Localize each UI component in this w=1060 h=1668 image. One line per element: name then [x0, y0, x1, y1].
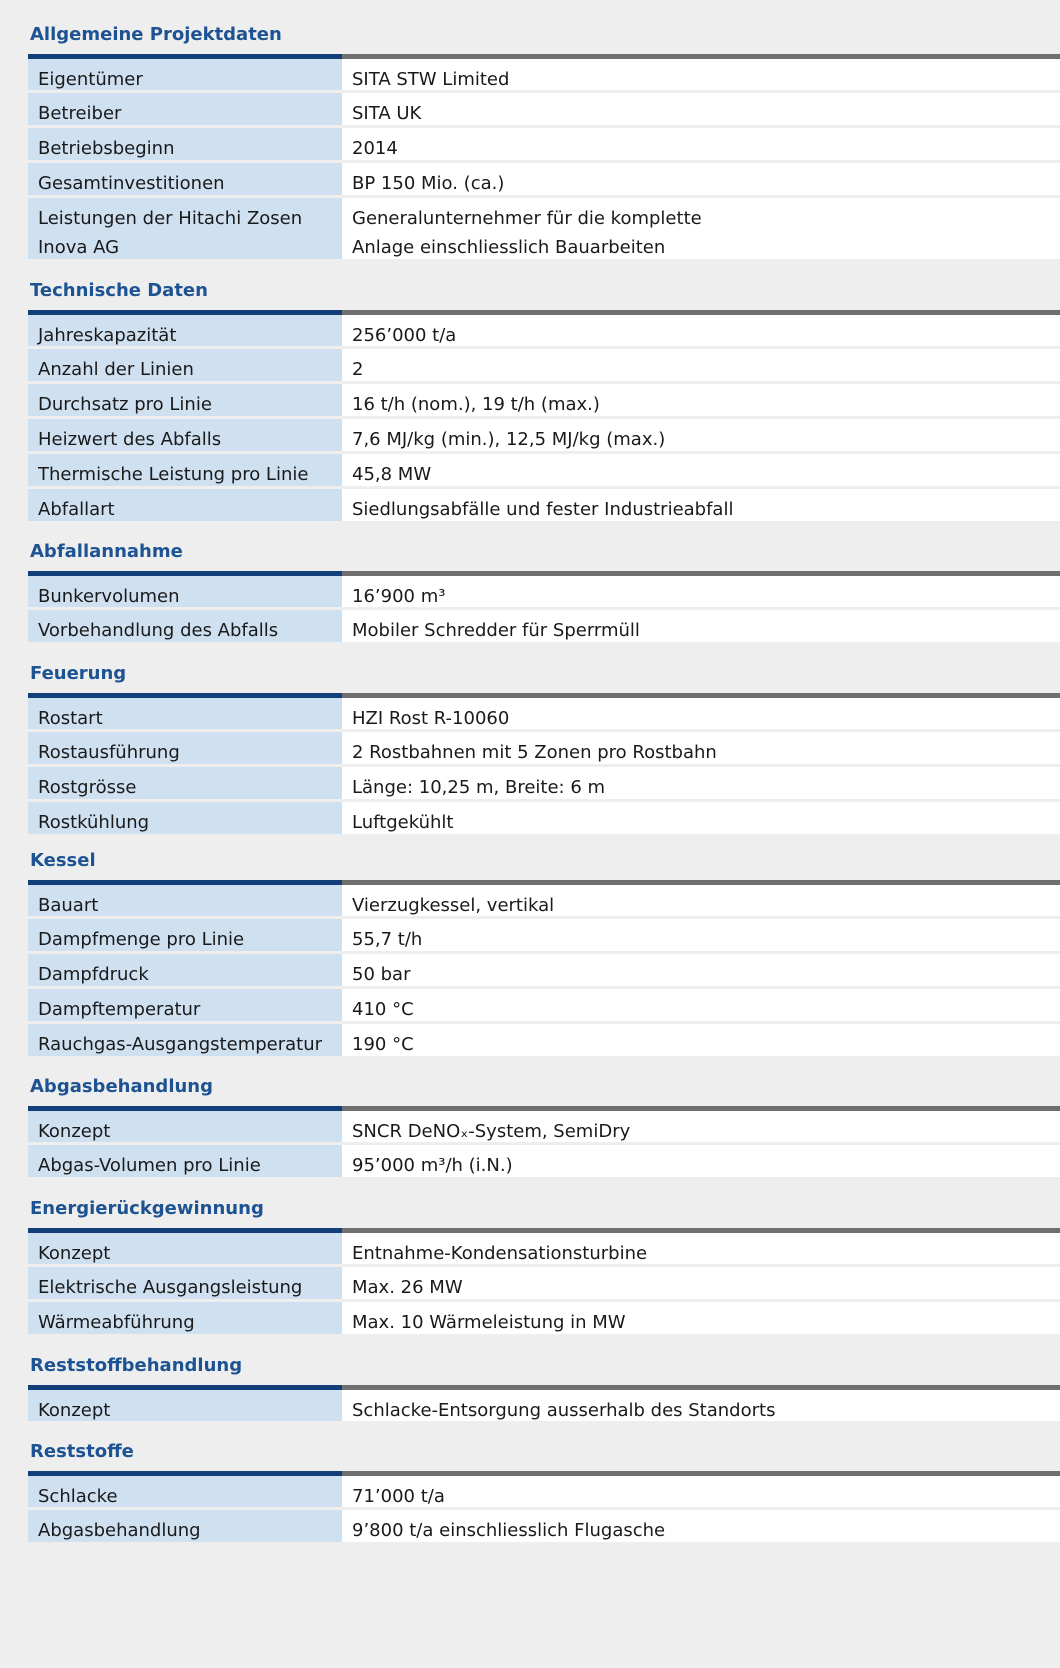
section-title: Energierückgewinnung: [30, 1198, 264, 1219]
spec-value: 71’000 t/a: [352, 1486, 445, 1507]
spec-label: Dampftemperatur: [38, 999, 201, 1020]
spec-value: Generalunternehmer für die komplette Anlage einschliesslich Bauarbeiten: [352, 208, 702, 258]
spec-label: Abgasbehandlung: [38, 1520, 201, 1541]
spec-label: Jahreskapazität: [38, 325, 177, 346]
spec-value: 45,8 MW: [352, 464, 432, 485]
section-title: Technische Daten: [30, 280, 208, 301]
label-cell: [28, 576, 342, 607]
spec-row: [28, 885, 1060, 919]
label-cell: [28, 1476, 342, 1507]
spec-row: [28, 419, 1060, 454]
label-cell: [28, 802, 342, 834]
value-cell: [342, 1111, 1060, 1142]
spec-value: 16 t/h (nom.), 19 t/h (max.): [352, 394, 600, 415]
section-title: Reststoffe: [30, 1441, 134, 1462]
spec-row: [28, 919, 1060, 954]
spec-row: [28, 163, 1060, 198]
spec-row: [28, 1390, 1060, 1424]
value-cell: [342, 1145, 1060, 1177]
value-cell: [342, 1233, 1060, 1264]
value-cell: [342, 954, 1060, 986]
spec-row: [28, 732, 1060, 767]
label-cell: [28, 767, 342, 799]
spec-label: Konzept: [38, 1243, 111, 1264]
spec-label: Abfallart: [38, 499, 115, 520]
spec-row: [28, 610, 1060, 645]
value-cell: [342, 1267, 1060, 1299]
spec-value: 2 Rostbahnen mit 5 Zonen pro Rostbahn: [352, 742, 717, 763]
spec-label: Anzahl der Linien: [38, 359, 194, 380]
label-cell: [28, 349, 342, 381]
label-cell: [28, 1024, 342, 1056]
label-cell: [28, 128, 342, 160]
spec-value: Schlacke-Entsorgung ausserhalb des Standorts: [352, 1400, 776, 1421]
spec-value: Länge: 10,25 m, Breite: 6 m: [352, 777, 606, 798]
value-cell: [342, 93, 1060, 125]
spec-row: [28, 1267, 1060, 1302]
spec-row: [28, 1024, 1060, 1059]
spec-value: SITA UK: [352, 103, 422, 124]
spec-value: Vierzugkessel, vertikal: [352, 895, 555, 916]
label-cell: [28, 489, 342, 521]
spec-value: Max. 10 Wärmeleistung in MW: [352, 1312, 626, 1333]
spec-value: SNCR DeNOₓ-System, SemiDry: [352, 1121, 631, 1142]
spec-label: Eigentümer: [38, 69, 143, 90]
value-cell: [342, 802, 1060, 834]
spec-value: HZI Rost R-10060: [352, 708, 510, 729]
label-cell: [28, 698, 342, 729]
section-title: Reststoffbehandlung: [30, 1355, 243, 1376]
spec-value: 256’000 t/a: [352, 325, 457, 346]
label-cell: [28, 419, 342, 451]
value-cell: [342, 610, 1060, 642]
spec-row: [28, 802, 1060, 837]
value-cell: [342, 489, 1060, 521]
spec-row: [28, 454, 1060, 489]
spec-row: [28, 1145, 1060, 1180]
spec-row: [28, 1233, 1060, 1267]
section-title: Allgemeine Projektdaten: [30, 24, 282, 45]
label-cell: [28, 454, 342, 486]
label-cell: [28, 610, 342, 642]
spec-label: Dampfmenge pro Linie: [38, 929, 245, 950]
label-cell: [28, 732, 342, 764]
spec-label: Rostart: [38, 708, 103, 729]
spec-row: [28, 315, 1060, 349]
value-cell: [342, 989, 1060, 1021]
spec-value: SITA STW Limited: [352, 69, 510, 90]
spec-row: [28, 1476, 1060, 1510]
spec-value: BP 150 Mio. (ca.): [352, 173, 505, 194]
spec-value: Siedlungsabfälle und fester Industrieabfall: [352, 499, 734, 520]
value-cell: [342, 698, 1060, 729]
label-cell: [28, 1233, 342, 1264]
label-cell: [28, 989, 342, 1021]
spec-row: [28, 198, 1060, 262]
spec-row: [28, 128, 1060, 163]
label-cell: [28, 885, 342, 916]
spec-row: [28, 576, 1060, 610]
value-cell: [342, 576, 1060, 607]
spec-label: Abgas-Volumen pro Linie: [38, 1155, 261, 1176]
spec-value: 2014: [352, 138, 398, 159]
spec-label: Bunkervolumen: [38, 586, 180, 607]
spec-label: Konzept: [38, 1121, 111, 1142]
label-cell: [28, 93, 342, 125]
spec-label: Rostausführung: [38, 742, 180, 763]
value-cell: [342, 128, 1060, 160]
section-title: Abfallannahme: [30, 541, 183, 562]
spec-value: Luftgekühlt: [352, 812, 454, 833]
value-cell: [342, 454, 1060, 486]
label-cell: [28, 954, 342, 986]
spec-value: Max. 26 MW: [352, 1277, 463, 1298]
spec-value: 50 bar: [352, 964, 411, 985]
spec-label: Heizwert des Abfalls: [38, 429, 222, 450]
spec-row: [28, 1510, 1060, 1545]
spec-label: Rauchgas-Ausgangstemperatur: [38, 1034, 323, 1055]
label-cell: [28, 198, 342, 259]
spec-row: [28, 384, 1060, 419]
spec-label: Wärmeabführung: [38, 1312, 195, 1333]
spec-row: [28, 349, 1060, 384]
spec-value: 9’800 t/a einschliesslich Flugasche: [352, 1520, 666, 1541]
spec-label: Dampfdruck: [38, 964, 149, 985]
spec-label: Betriebsbeginn: [38, 138, 175, 159]
spec-label: Gesamtinvestitionen: [38, 173, 225, 194]
value-cell: [342, 919, 1060, 951]
spec-value: Entnahme-Kondensationsturbine: [352, 1243, 648, 1264]
spec-value: 2: [352, 359, 364, 380]
spec-label: Elektrische Ausgangsleistung: [38, 1277, 303, 1298]
spec-label: Rostkühlung: [38, 812, 150, 833]
label-cell: [28, 1390, 342, 1421]
value-cell: [342, 419, 1060, 451]
spec-row: [28, 1111, 1060, 1145]
spec-value: Mobiler Schredder für Sperrmüll: [352, 620, 640, 641]
value-cell: [342, 315, 1060, 346]
spec-value: 7,6 MJ/kg (min.), 12,5 MJ/kg (max.): [352, 429, 666, 450]
spec-row: [28, 489, 1060, 524]
value-cell: [342, 885, 1060, 916]
spec-row: [28, 989, 1060, 1024]
label-cell: [28, 1145, 342, 1177]
spec-row: [28, 767, 1060, 802]
spec-value: 55,7 t/h: [352, 929, 423, 950]
spec-label: Vorbehandlung des Abfalls: [38, 620, 279, 641]
spec-value: 410 °C: [352, 999, 414, 1020]
spec-label: Bauart: [38, 895, 99, 916]
value-cell: [342, 1510, 1060, 1542]
spec-label: Leistungen der Hitachi Zosen Inova AG: [38, 208, 303, 258]
label-cell: [28, 1510, 342, 1542]
section-title: Kessel: [30, 850, 96, 871]
section-title: Abgasbehandlung: [30, 1076, 213, 1097]
label-cell: [28, 59, 342, 90]
spec-row: [28, 954, 1060, 989]
value-cell: [342, 767, 1060, 799]
spec-value: 16’900 m³: [352, 586, 446, 607]
spec-row: [28, 1302, 1060, 1337]
section-title: Feuerung: [30, 663, 127, 684]
value-cell: [342, 1390, 1060, 1421]
value-cell: [342, 1476, 1060, 1507]
spec-label: Betreiber: [38, 103, 122, 124]
value-cell: [342, 59, 1060, 90]
spec-value: 95’000 m³/h (i.N.): [352, 1155, 513, 1176]
spec-label: Thermische Leistung pro Linie: [38, 464, 309, 485]
spec-label: Konzept: [38, 1400, 111, 1421]
value-cell: [342, 198, 1060, 259]
value-cell: [342, 349, 1060, 381]
label-cell: [28, 163, 342, 195]
label-cell: [28, 1302, 342, 1334]
spec-row: [28, 59, 1060, 93]
spec-value: 190 °C: [352, 1034, 414, 1055]
label-cell: [28, 1111, 342, 1142]
value-cell: [342, 1024, 1060, 1056]
label-cell: [28, 315, 342, 346]
spec-label: Schlacke: [38, 1486, 118, 1507]
label-cell: [28, 384, 342, 416]
value-cell: [342, 732, 1060, 764]
spec-row: [28, 698, 1060, 732]
label-cell: [28, 1267, 342, 1299]
spec-label: Rostgrösse: [38, 777, 137, 798]
value-cell: [342, 384, 1060, 416]
label-cell: [28, 919, 342, 951]
spec-label: Durchsatz pro Linie: [38, 394, 212, 415]
spec-row: [28, 93, 1060, 128]
value-cell: [342, 1302, 1060, 1334]
value-cell: [342, 163, 1060, 195]
